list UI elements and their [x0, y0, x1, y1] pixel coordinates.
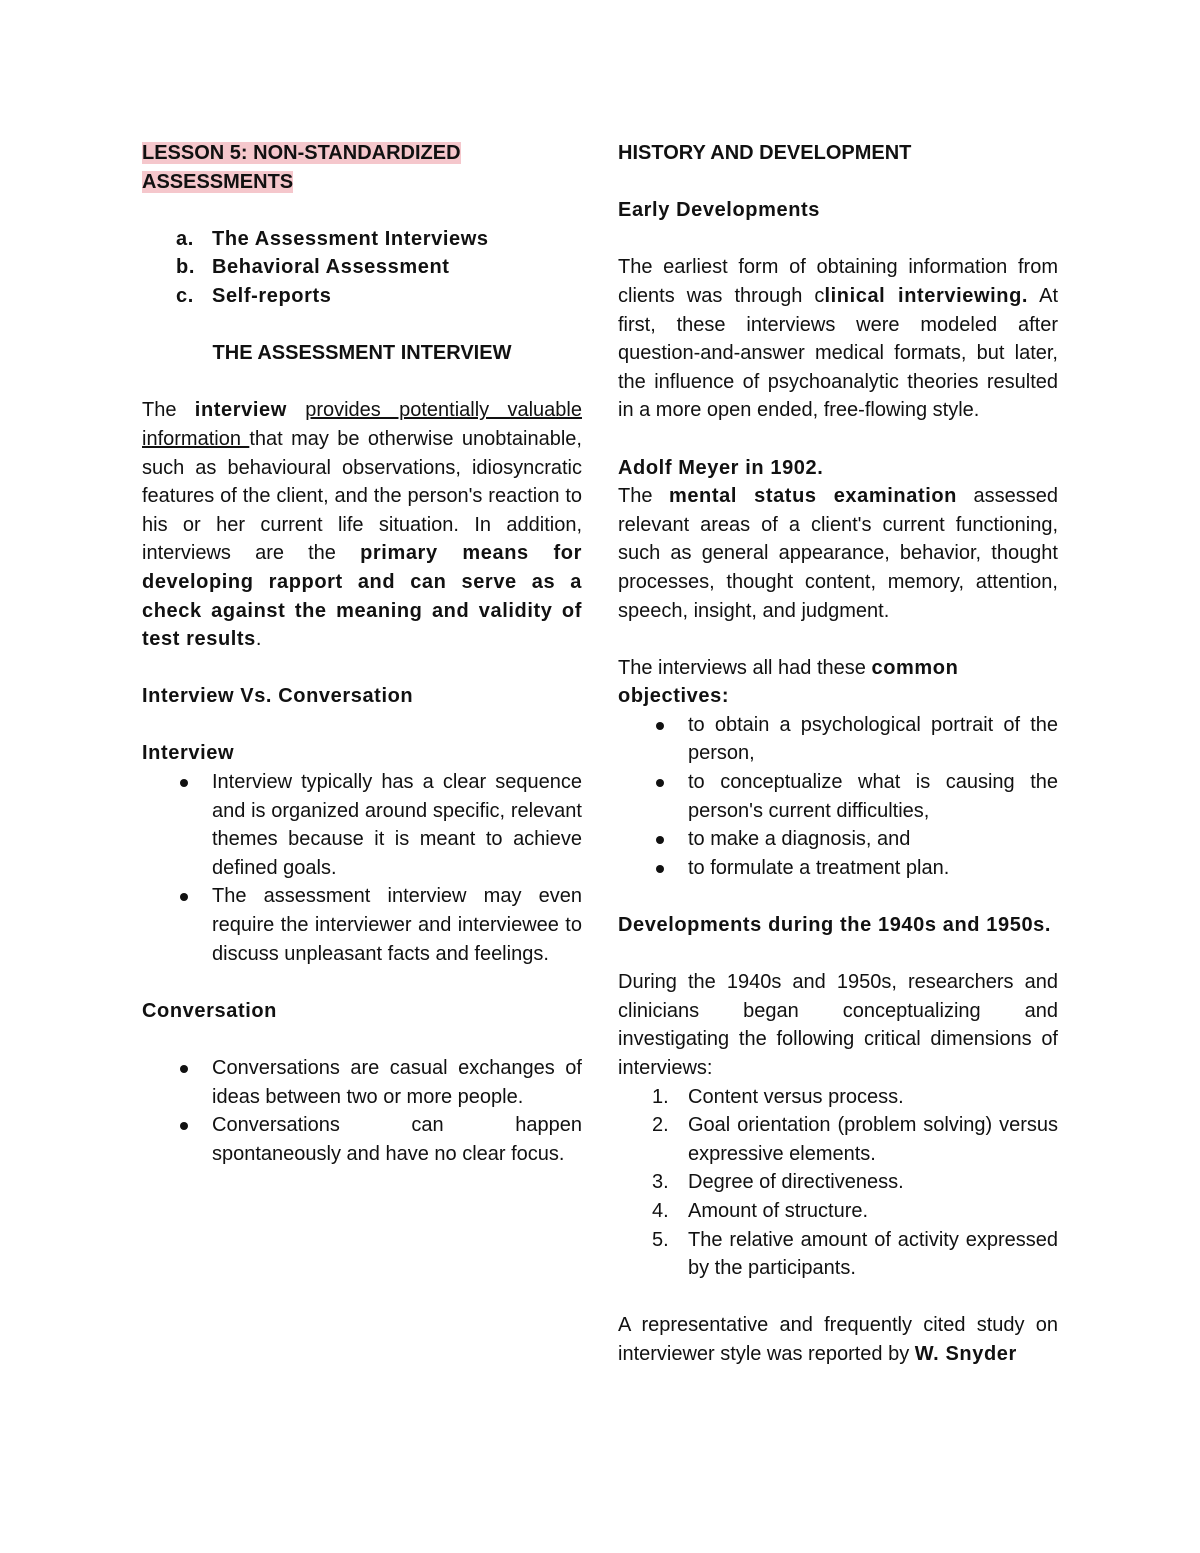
- list-item: 3. Degree of directiveness.: [652, 1171, 904, 1194]
- interview-heading: Interview: [142, 742, 235, 765]
- bullet-icon: [656, 865, 664, 873]
- conversation-heading: Conversation: [142, 999, 278, 1022]
- list-item: Interview typically has a clear sequence and is organized around specific, relevant themes because it is meant to achieve defined goals.: [142, 768, 582, 882]
- conversation-bullet-list: [142, 1054, 582, 1168]
- list-item: to formulate a treatment plan.: [618, 854, 1058, 883]
- list-item: Conversations are casual exchanges of ideas between two or more people.: [142, 1054, 582, 1111]
- early-developments-paragraph: The earliest form of obtaining information from clients was through clinical interviewing. At first, these interviews were modeled after question-and-answer medical formats, but later, the influence of psychoanalytic theories resulted in a more open ended, free-flowing style.: [618, 256, 1058, 422]
- list-item: 4. Amount of structure.: [652, 1199, 869, 1222]
- bullet-icon: [180, 779, 188, 787]
- lesson-title: [142, 139, 582, 196]
- bullet-icon: [656, 779, 664, 787]
- bullet-icon: [180, 893, 188, 901]
- developments-1940s-paragraph: During the 1940s and 1950s, researchers and clinicians began conceptualizing and investigating the following critical dimensions of interviews:: [618, 971, 1058, 1079]
- study-paragraph: A representative and frequently cited study on interviewer style was reported by W. Snyder: [618, 1314, 1058, 1365]
- history-heading: HISTORY AND DEVELOPMENT: [618, 142, 912, 164]
- meyer-heading: Adolf Meyer in 1902.: [618, 456, 824, 479]
- intro-paragraph: The interview provides potentially valuable information that may be otherwise unobtainable, such as behavioural observations, idiosyncratic features of the client, and the person's reaction to his or her current life situation. In addition, interviews are the primary means for developing rapport and can serve as a check against the meaning and validity of test results.: [142, 399, 582, 651]
- meyer-paragraph: The mental status examination assessed relevant areas of a client's current functioning, such as general appearance, behavior, thought processes, thought content, memory, attention, speech, insight, and judgment.: [618, 485, 1058, 622]
- outline-item: a. The Assessment Interviews: [176, 227, 489, 250]
- bullet-icon: [656, 836, 664, 844]
- lesson-title-line-2: ASSESSMENTS: [142, 170, 294, 193]
- list-item: 5. The relative amount of activity expressed by the participants.: [652, 1228, 1058, 1280]
- interview-vs-conversation-heading: Interview Vs. Conversation: [142, 685, 414, 708]
- early-developments-heading: Early Developments: [618, 199, 820, 222]
- objectives-intro: The interviews all had these common objectives:: [618, 656, 959, 708]
- list-item: to make a diagnosis, and: [618, 825, 1058, 854]
- objectives-list: [618, 711, 1058, 883]
- dimensions-list: [618, 1083, 1058, 1283]
- developments-1940s-heading: Developments during the 1940s and 1950s.: [618, 914, 1052, 937]
- outline-item: c. Self-reports: [176, 284, 332, 307]
- lesson-outline-list: [142, 225, 582, 311]
- list-item: The assessment interview may even require the interviewer and interviewee to discuss unpleasant facts and feelings.: [142, 882, 582, 968]
- interview-bullet-list: [142, 768, 582, 968]
- list-item: 1. Content versus process.: [652, 1085, 904, 1108]
- list-item: to obtain a psychological portrait of the person,: [618, 711, 1058, 768]
- lesson-title-line-1: LESSON 5: NON-STANDARDIZED: [142, 142, 461, 164]
- bullet-icon: [180, 1122, 188, 1130]
- outline-item: b. Behavioral Assessment: [176, 256, 450, 279]
- bullet-icon: [656, 722, 664, 730]
- list-item: 2. Goal orientation (problem solving) versus expressive elements.: [652, 1114, 1058, 1165]
- section-heading: THE ASSESSMENT INTERVIEW: [212, 342, 512, 365]
- list-item: to conceptualize what is causing the person's current difficulties,: [618, 768, 1058, 825]
- right-column: [618, 139, 1058, 1369]
- bullet-icon: [180, 1065, 188, 1073]
- left-column: [142, 139, 582, 1168]
- list-item: Conversations can happen spontaneously and have no clear focus.: [142, 1111, 582, 1168]
